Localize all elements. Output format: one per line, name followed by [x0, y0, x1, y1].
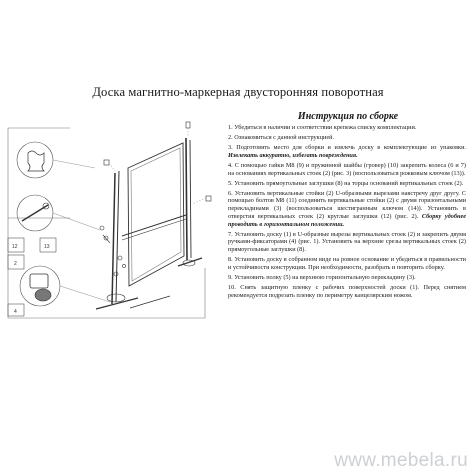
instructions-body: [228, 124, 466, 302]
label-4: 4: [14, 309, 17, 315]
label-2: 2: [14, 261, 17, 267]
step-3: 3. Подготовить место для сборки и извлечь доску в комплектующие из упаковки. Извлекать аккуратно, избегать повреждения.: [228, 143, 466, 159]
step-2: 2. Ознакомиться с данной инструкцией.: [228, 133, 335, 141]
step-6: 6. Установить вертикальные стойки (2) U-образными вырезами навстречу друг другу. С помощью болтов М8 (11) соединить вертикальные стойки (2) с двумя горизонтальными перекладинами (3) (воспользоваться шестигранным ключом (14)). Установить в отверстия вертикальных стоек (2) круглые заглушки (12) (рис. 2). Сборку удобнее проводить в горизонтальном положении.: [228, 189, 467, 228]
document-title: Доска магнитно-маркерная двусторонняя поворотная: [92, 85, 384, 99]
step-1: 1. Убедиться в наличии и соответствии крепежа списку комплектации.: [228, 124, 417, 131]
site-watermark: www.mebela.ru: [334, 450, 468, 471]
label-12: 12: [12, 244, 18, 250]
step-9: 9. Установить полку (5) на верхнюю горизонтальную перекладину (3).: [228, 274, 416, 282]
step-3-warning: Извлекать аккуратно, избегать повреждения.: [228, 151, 358, 159]
step-6-note: Сборку удобнее проводить в горизонтальном положении.: [228, 212, 467, 228]
step-5: 5. Установить прямоугольные заглушки (8) на торцы оснований вертикальных стоек (2).: [228, 179, 464, 187]
step-10: 10. Снять защитную пленку с рабочих поверхностей доски (1). Перед снятием рекомендуется подрезать пленку по периметру канцелярским ножом.: [228, 284, 466, 299]
step-8: 8. Установить доску в собранном виде на ровное основание и убедиться в правильности и устойчивости конструкции. При необходимости, разобрать и повторить сборку.: [228, 256, 466, 272]
label-13: 13: [44, 244, 50, 250]
step-7: 7. Установить доску (1) в U-образные вырезы вертикальных стоек (2) и закрепить двумя ручками-фиксаторами (4) (рис. 1). Установить на верхние срезы вертикальных стоек (2) прямоугольные заглушки (8).: [228, 230, 466, 254]
step-4: 4. С помощью гайки М8 (9) и пружинной шайбы (гровер) (10) закрепить колеса (6 и 7) на основаниях вертикальных стоек (2) (рис. 3) (воспользоваться рожковым ключом (13)).: [228, 161, 466, 177]
assembly-diagram: [0, 108, 228, 330]
instructions-heading: Инструкция по сборке: [297, 111, 399, 122]
